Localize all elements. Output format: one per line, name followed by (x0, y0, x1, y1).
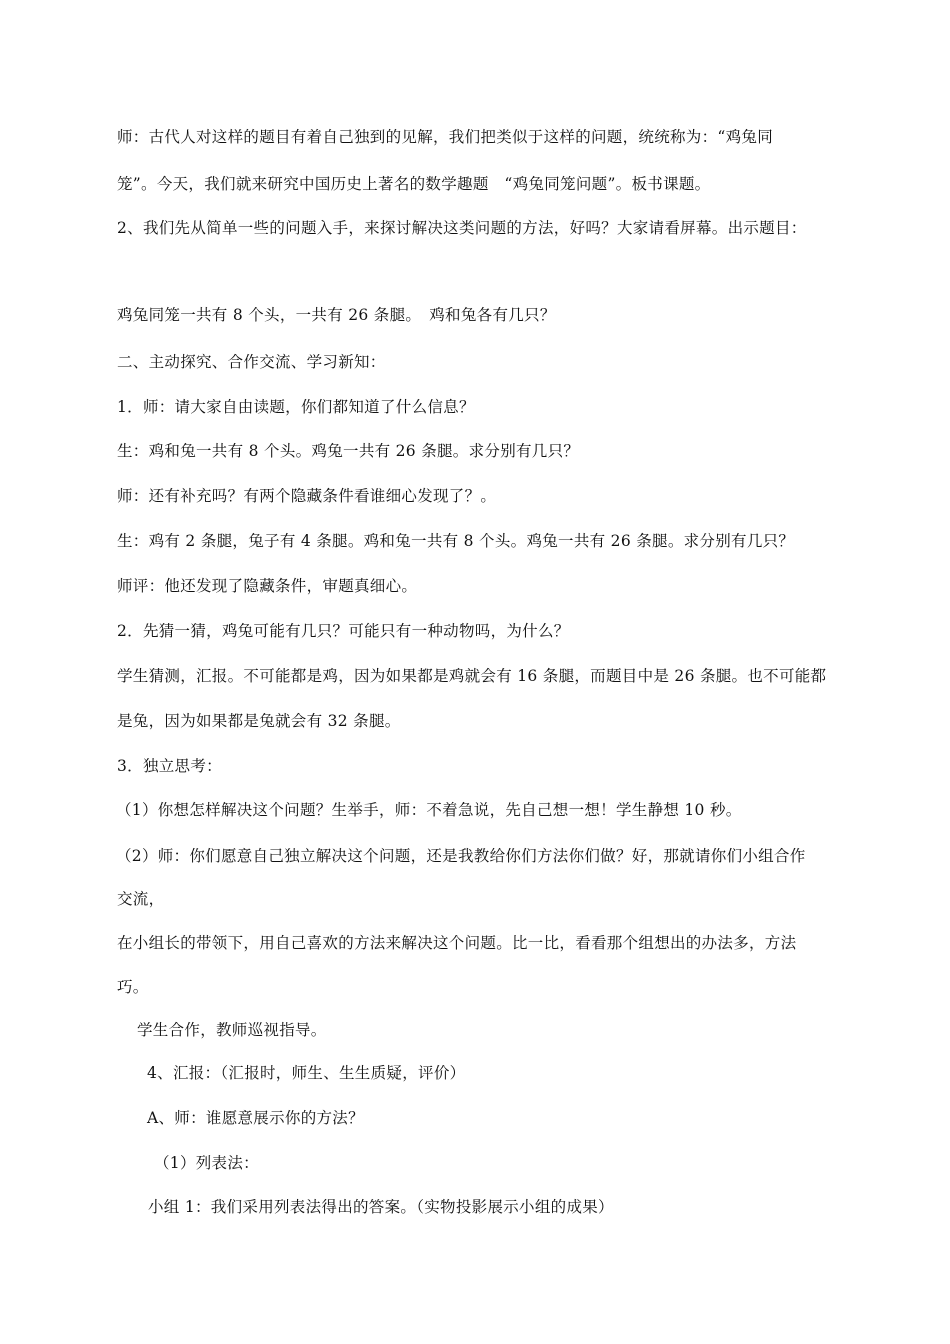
text-line: 学生猜测，汇报。不可能都是鸡，因为如果都是鸡就会有 16 条腿，而题目中是 26 条腿。也不可能都 (117, 667, 827, 685)
text-line: 笼”。今天，我们就来研究中国历史上著名的数学趣题 “鸡兔同笼问题”。板书课题。 (117, 175, 711, 193)
text-line: 交流， (117, 890, 165, 908)
text-line: 4、汇报：（汇报时，师生、生生质疑，评价） (147, 1064, 466, 1082)
text-line: 是兔，因为如果都是兔就会有 32 条腿。 (117, 712, 401, 730)
text-line: （2）师：你们愿意自己独立解决这个问题，还是我教给你们方法你们做？好，那就请你们小组合作 (116, 847, 806, 865)
text-line: 师评：他还发现了隐藏条件，审题真细心。 (117, 577, 418, 595)
text-line: 1．师：请大家自由读题，你们都知道了什么信息？ (117, 398, 475, 416)
text-line: 小组 1：我们采用列表法得出的答案。（实物投影展示小组的成果） (148, 1198, 614, 1216)
text-line: 师：古代人对这样的题目有着自己独到的见解，我们把类似于这样的问题，统统称为：“鸡兔同 (117, 128, 774, 146)
text-line: 2．先猜一猜，鸡兔可能有几只？可能只有一种动物吗，为什么？ (117, 622, 570, 640)
text-line: 在小组长的带领下，用自己喜欢的方法来解决这个问题。比一比，看看那个组想出的办法多，方法 (117, 934, 797, 952)
text-line: 生：鸡和兔一共有 8 个头。鸡兔一共有 26 条腿。求分别有几只？ (117, 442, 580, 460)
text-line: （1）你想怎样解决这个问题？生举手，师：不着急说，先自己想一想！学生静想 10 秒。 (116, 801, 742, 819)
section-heading: 二、主动探究、合作交流、学习新知： (117, 353, 386, 371)
text-line: 学生合作，教师巡视指导。 (137, 1021, 327, 1039)
text-line: 2、我们先从简单一些的问题入手，来探讨解决这类问题的方法，好吗？大家请看屏幕。出示题目： (117, 219, 807, 237)
text-line: 生：鸡有 2 条腿，兔子有 4 条腿。鸡和兔一共有 8 个头。鸡兔一共有 26 条腿。求分别有几只？ (117, 532, 795, 550)
text-line: 鸡兔同笼一共有 8 个头，一共有 26 条腿。 鸡和兔各有几只？ (117, 306, 556, 324)
text-line: 3．独立思考： (117, 757, 222, 775)
text-line: 师：还有补充吗？有两个隐藏条件看谁细心发现了？。 (117, 487, 497, 505)
text-line: （1）列表法： (154, 1154, 259, 1172)
text-line: A、师：谁愿意展示你的方法？ (147, 1109, 364, 1127)
text-line: 巧。 (117, 978, 149, 996)
